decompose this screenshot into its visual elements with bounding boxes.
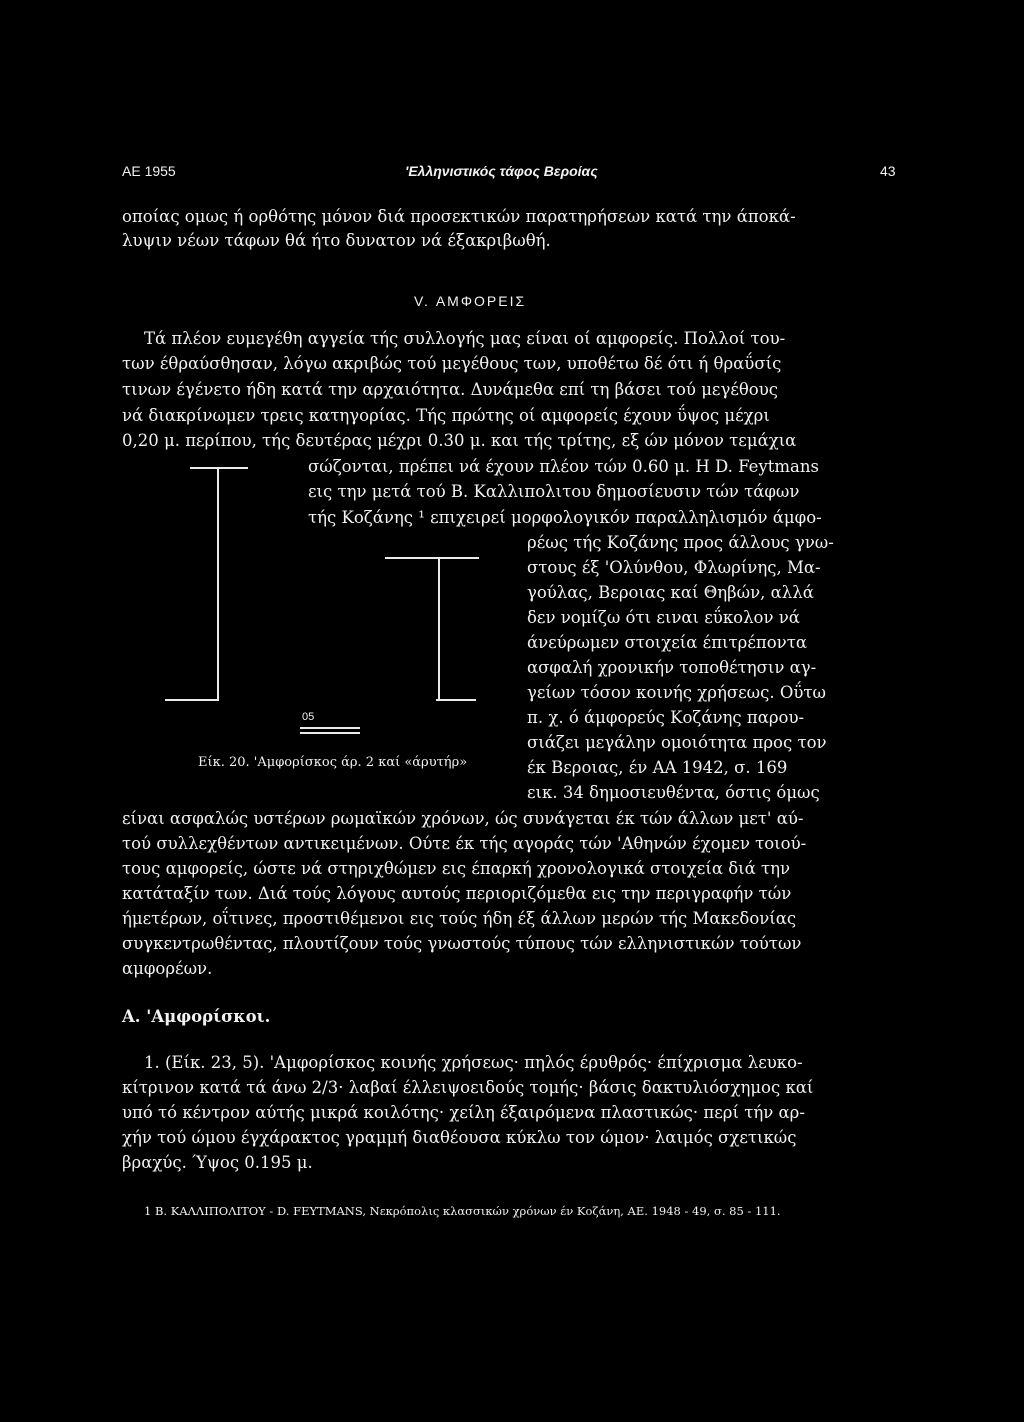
subsection-title: Α. 'Αμφορίσκοι. (122, 1007, 271, 1026)
body-line: γούλας, Βεροιας καί Θηβών, αλλά (527, 583, 814, 602)
body-line: τού συλλεχθέντων αντικειμένων. Ούτε έκ τής αγοράς τών 'Αθηνών έχομεν τοιού- (122, 834, 807, 853)
figure-caption: Είκ. 20. 'Αμφορίσκος άρ. 2 καί «άρυτήρ» (198, 755, 468, 770)
footnote: 1 Β. ΚΑΛΛΙΠΟΛΙΤΟΥ - D. FEYTMANS, Νεκρόπολις κλασσικών χρόνων έν Κοζάνη, ΑΕ. 1948 - 49, σ. 85 - 111. (144, 1204, 781, 1218)
body-line: κατάταξίν των. Διά τούς λόγους αυτούς περιοριζόμεθα εις την περιγραφήν τών (122, 884, 792, 903)
body-line: κίτρινον κατά τά άνω 2/3· λαβαί έλλειψοειδούς τομής· βάσις δακτυλιόσχημος καί (122, 1078, 814, 1097)
body-line: ασφαλή χρονικήν τοποθέτησιν αγ- (527, 658, 817, 677)
body-line: τους αμφορείς, ώστε νά στηριχθώμεν εις έπαρκή χρονολογικά στοιχεία διά την (122, 859, 791, 878)
body-line: έκ Βεροιας, έν ΑΑ 1942, σ. 169 (527, 758, 788, 777)
body-line: υπό τό κέντρον αύτής μικρά κοιλότης· χείλη έξαιρόμενα πλαστικώς· περί τήν αρ- (122, 1103, 805, 1122)
body-line: νά διακρίνωμεν τρεις κατηγορίας. Τής πρώτης οί αμφορείς έχουν ΰψος μέχρι (122, 406, 770, 425)
body-line: αμφορέων. (122, 959, 213, 978)
body-line: συγκεντρωθέντας, πλουτίζουν τούς γνωστούς τύπους τών ελληνιστικών τούτων (122, 934, 802, 953)
body-line: άνεύρωμεν στοιχεία έπιτρέποντα (527, 633, 807, 652)
body-line: των έθραύσθησαν, λόγω ακριβώς τού μεγέθους των, υποθέτω δέ ότι ή θραΰσίς (122, 354, 782, 373)
body-line: στους έξ 'Ολύνθου, Φλωρίνης, Μα- (527, 558, 821, 577)
body-line: είναι ασφαλώς υστέρων ρωμαϊκών χρόνων, ώς συνάγεται έκ τών άλλων μετ' αύ- (122, 809, 804, 828)
scale-label: 05 (302, 711, 315, 723)
body-line: εικ. 34 δημοσιευθέντα, όστις όμως (527, 783, 820, 802)
body-line: βραχύς. Ύψος 0.195 μ. (122, 1153, 313, 1172)
body-line: σώζονται, πρέπει νά έχουν πλέον τών 0.60 μ. Η D. Feytmans (308, 457, 819, 476)
body-line: ρέως τής Κοζάνης προς άλλους γνω- (527, 533, 834, 552)
body-line: 1. (Είκ. 23, 5). 'Αμφορίσκος κοινής χρήσεως· πηλός έρυθρός· έπίχρισμα λευκο- (144, 1053, 803, 1072)
header-running-title: 'Ελληνιστικός τάφος Βεροίας (405, 163, 598, 179)
body-line: τής Κοζάνης ¹ επιχειρεί μορφολογικόν παραλληλισμόν άμφο- (308, 508, 822, 527)
body-line: 0,20 μ. περίπου, τής δευτέρας μέχρι 0.30 μ. και τής τρίτης, εξ ών μόνον τεμάχια (122, 431, 797, 450)
body-line: χήν τού ώμου έγχάρακτος γραμμή διαθέουσα κύκλω τον ώμον· λαιμός σχετικώς (122, 1128, 797, 1147)
body-line: δεν νομίζω ότι ειναι εΰκολον νά (527, 608, 800, 627)
body-line: τινων έγένετο ήδη κατά την αρχαιότητα. Δυνάμεθα επί τη βάσει τού μεγέθους (122, 380, 779, 399)
body-line: ήμετέρων, οΐτινες, προστιθέμενοι εις τούς ήδη έξ άλλων μερών τής Μακεδονίας (122, 909, 797, 928)
body-line: γείων τόσον κοινής χρήσεως. Οΰτω (527, 683, 826, 702)
section-title: V. ΑΜΦΟΡΕΙΣ (414, 293, 527, 309)
body-line: οποίας ομως ή ορθότης μόνον διά προσεκτικών παρατηρήσεων κατά την άποκά- (122, 207, 796, 226)
body-line: π. χ. ό άμφορεύς Κοζάνης παρου- (527, 708, 805, 727)
body-line: Τά πλέον ευμεγέθη αγγεία τής συλλογής μας είναι οί αμφορείς. Πολλοί του- (144, 329, 786, 348)
body-line: σιάζει μεγάλην ομοιότητα προς τον (527, 733, 827, 752)
body-line: εις την μετά τού Β. Καλλιπολιτου δημοσίευσιν τών τάφων (308, 482, 800, 501)
header-page-number: 43 (880, 163, 896, 179)
header-journal: ΑΕ 1955 (122, 163, 176, 179)
body-line: λυψιν νέων τάφων θά ήτο δυνατον νά έξακριβωθή. (122, 231, 551, 250)
